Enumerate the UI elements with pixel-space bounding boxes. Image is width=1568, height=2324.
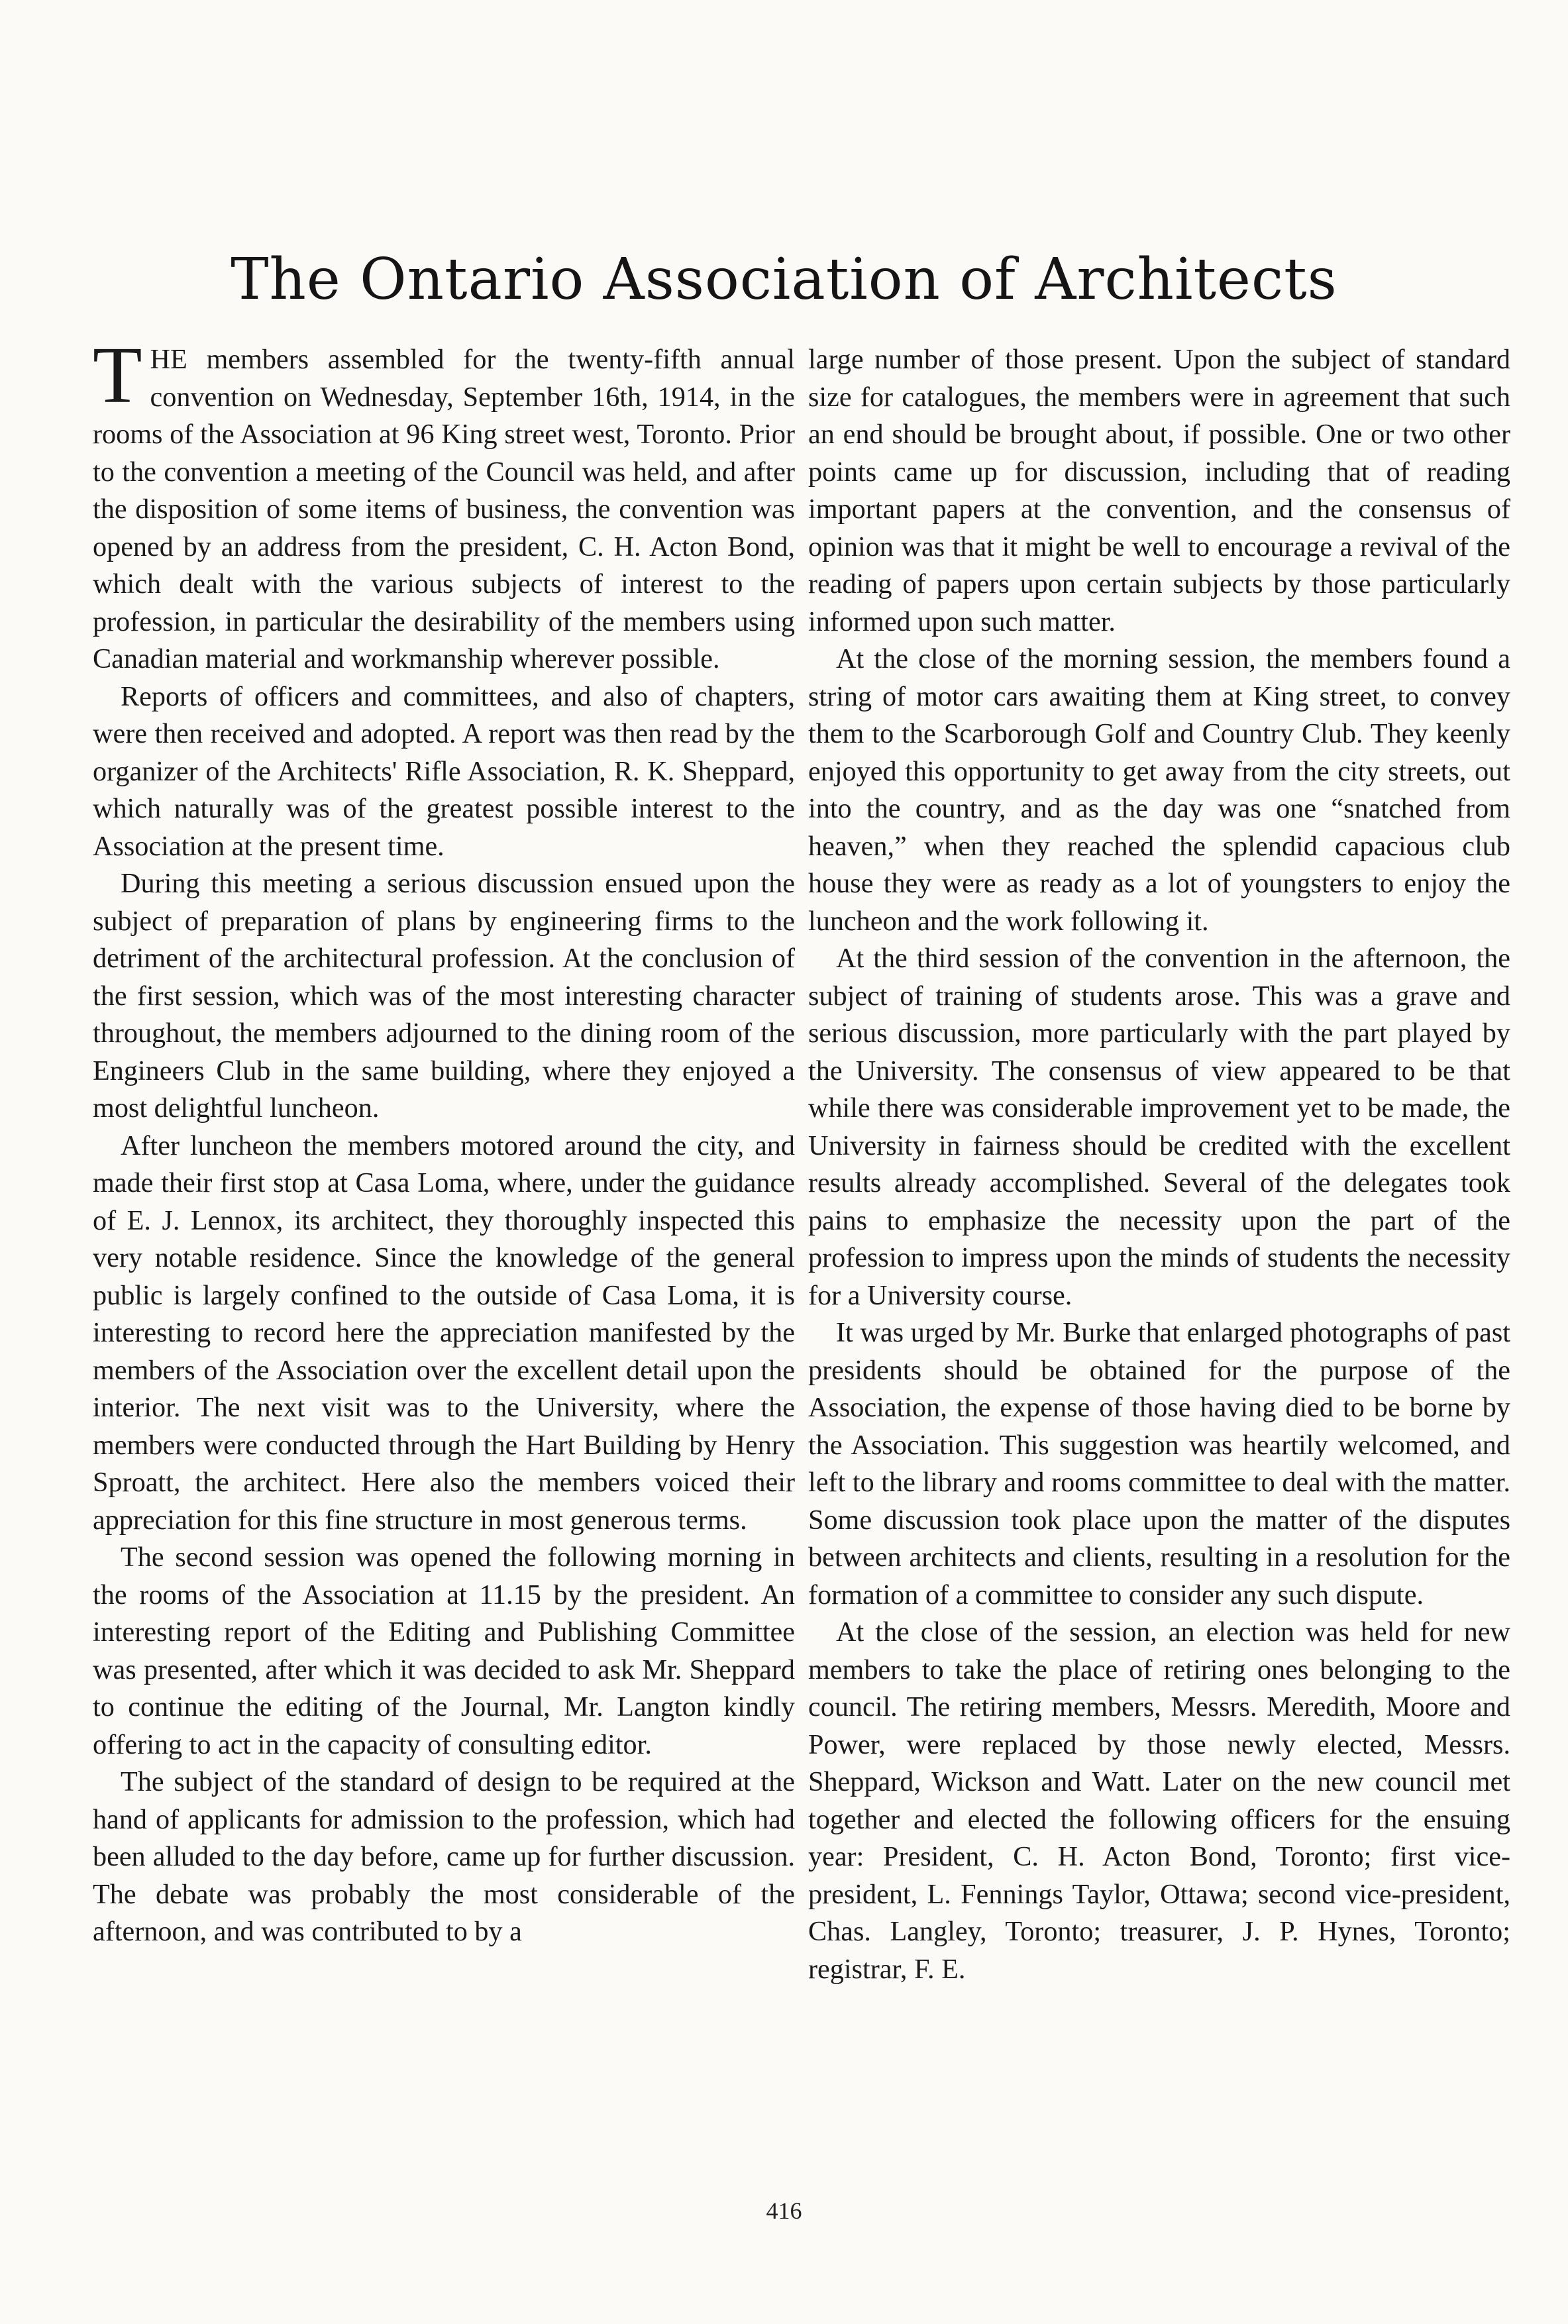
paragraph: At the third session of the convention in the afternoon, the subject of training of students arose. This was a grave and serious discussion, more particularly with the part played by the University. The consensus of view appeared to be that while there was considerable improvement yet to be made, the University in fairness should be credited with the excellent results already accomplished. Several of the delegates took pains to emphasize the necessity upon the part of the profession to impress upon the minds of students the necessity for a University course. — [808, 943, 1510, 1311]
left-column — [93, 331, 795, 1951]
paragraph: large number of those present. Upon the subject of standard size for catalogues, the members were in agreement that such an end should be brought about, if possible. One or two other points came up for discussion, including that of reading important papers at the convention, and the consensus of opinion was that it might be well to encourage a revival of the reading of papers upon certain subjects by those particularly informed upon such matter. — [808, 344, 1510, 637]
paragraph-text: HE members assembled for the twenty-fifth annual convention on Wednesday, September 16th, 1914, in the rooms of the Association at 96 King street west, Toronto. Prior to the convention a meeting of the Council was held, and after the disposition of some items of business, the convention was opened by an address from the president, C. H. Acton Bond, which dealt with the various subjects of interest to the profession, in particular the desirability of the members using Canadian material and workmanship wherever possible. — [93, 344, 795, 674]
paragraph: At the close of the morning session, the members found a string of motor cars awaiting them at King street, to convey them to the Scarborough Golf and Country Club. They keenly enjoyed this opportunity to get away from the city streets, out into the country, and as the day was one “snatched from heaven,” when they reached the splendid capacious club house they were as ready as a lot of youngsters to enjoy the luncheon and the work following it. — [808, 643, 1510, 937]
drop-cap: T — [93, 331, 142, 420]
paragraph: Reports of officers and committees, and also of chapters, were then received and adopted. A report was then read by the organizer of the Architects' Rifle Association, R. K. Sheppard, which naturally was of the greatest possible interest to the Association at the present time. — [93, 680, 795, 862]
paragraph: During this meeting a serious discussion ensued upon the subject of preparation of plans by engineering firms to the detriment of the architectural profession. At the conclusion of the first session, which was of the most interesting character throughout, the members adjourned to the dining room of the Engineers Club in the same building, where they enjoyed a most delightful luncheon. — [93, 868, 795, 1124]
paragraph: The second session was opened the following morning in the rooms of the Association at 11.15 by the president. An interesting report of the Editing and Publishing Committee was presented, after which it was decided to ask Mr. Sheppard to continue the editing of the Journal, Mr. Langton kindly offering to act in the capacity of consulting editor. — [93, 1542, 795, 1760]
page-number: 416 — [766, 2197, 802, 2224]
paragraph — [93, 331, 795, 678]
paragraph: After luncheon the members motored around the city, and made their first stop at Casa Loma, where, under the guidance of E. J. Lennox, its architect, they thoroughly inspected this very notable residence. Since the knowledge of the general public is largely confined to the outside of Casa Loma, it is interesting to record here the appreciation manifested by the members of the Association over the excellent detail upon the interior. The next visit was to the University, where the members were conducted through the Hart Building by Henry Sproatt, the architect. Here also the members voiced their appreciation for this fine structure in most generous terms. — [93, 1130, 795, 1536]
right-column — [808, 341, 1510, 1988]
article-title: The Ontario Association of Architects — [231, 246, 1337, 313]
paragraph: The subject of the standard of design to be required at the hand of applicants for admission to the profession, which had been alluded to the day before, came up for further discussion. The debate was probably the most considerable of the afternoon, and was contributed to by a — [93, 1766, 795, 1947]
paragraph: It was urged by Mr. Burke that enlarged photographs of past presidents should be obtained for the purpose of the Association, the expense of those having died to be borne by the Association. This suggestion was heartily welcomed, and left to the library and rooms committee to deal with the matter. Some discussion took place upon the matter of the disputes between architects and clients, resulting in a resolution for the formation of a committee to consider any such dispute. — [808, 1317, 1510, 1611]
paragraph: At the close of the session, an election was held for new members to take the place of retiring ones belonging to the council. The retiring members, Messrs. Meredith, Moore and Power, were replaced by those newly elected, Messrs. Sheppard, Wickson and Watt. Later on the new council met together and elected the following officers for the ensuing year: President, C. H. Acton Bond, Toronto; first vice-president, L. Fennings Taylor, Ottawa; second vice-president, Chas. Langley, Toronto; treasurer, J. P. Hynes, Toronto; registrar, F. E. — [808, 1616, 1510, 1985]
